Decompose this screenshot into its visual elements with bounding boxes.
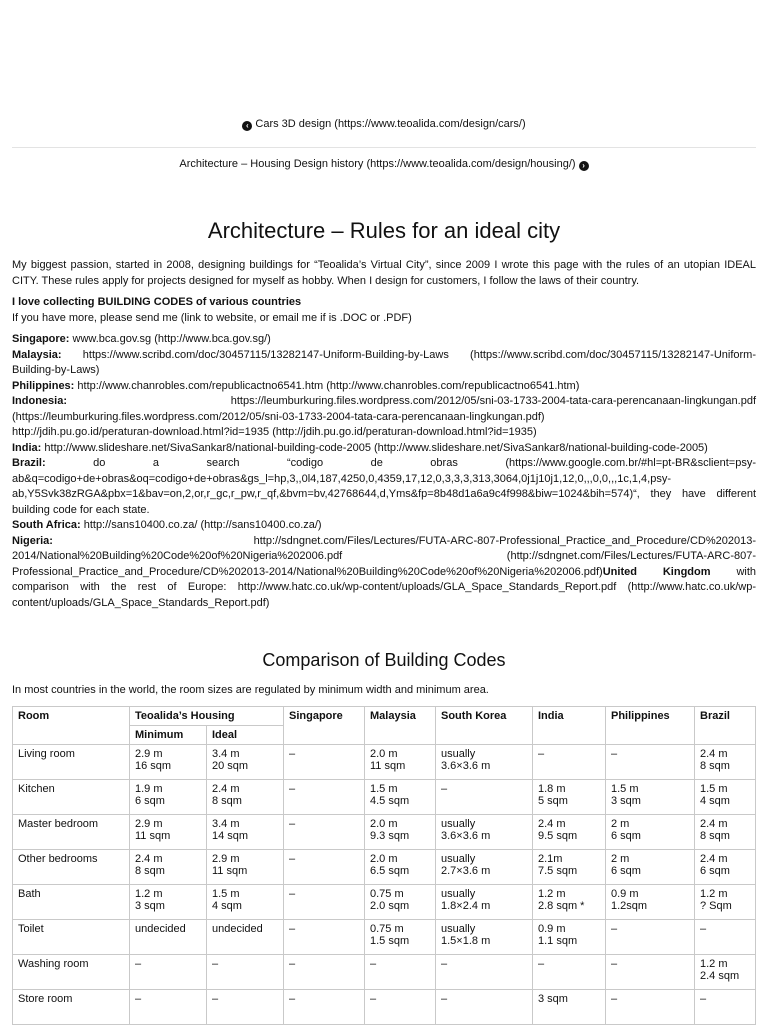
country-indonesia[interactable]: Indonesia: https://leumburkuring.files.wordpress.com/2012/05/sni-03-1733-2004-tata-cara-perencanaan-lingkungan.pdf (https://leumburkuring.files.wordpress.com/2012/05/sni-03-1733-2004-tata-cara-perencanaan-lingkungan.pdf) [12, 395, 756, 423]
cell-line: 6.5 sqm [370, 865, 410, 877]
table-cell [207, 745, 284, 780]
table-cell [606, 990, 695, 1025]
table-cell [695, 745, 756, 780]
cell-line: 2 m [611, 818, 630, 830]
table-body [13, 745, 756, 1025]
table-cell [365, 920, 436, 955]
room-name-cell: Washing room [13, 955, 130, 990]
table-cell [207, 780, 284, 815]
building-codes-table [12, 706, 756, 1025]
cell-line: 3 sqm [611, 795, 641, 807]
cell-line: 3 sqm [135, 900, 165, 912]
cell-line: – [700, 923, 707, 935]
cell-line: 8 sqm [700, 830, 730, 842]
table-cell [606, 920, 695, 955]
room-name-cell: Kitchen [13, 780, 130, 815]
cell-line: 5 sqm [538, 795, 568, 807]
country-philippines[interactable]: Philippines: http://www.chanrobles.com/republicactno6541.htm (http://www.chanrobles.com/republicactno6541.htm) [12, 379, 580, 392]
table-cell [130, 745, 207, 780]
cell-line: – [212, 993, 219, 1005]
table-cell [130, 815, 207, 850]
table-cell [695, 815, 756, 850]
table-cell [436, 955, 533, 990]
cell-line: 1.5×1.8 m [441, 935, 491, 947]
table-cell [207, 990, 284, 1025]
table-cell [533, 955, 606, 990]
codes-heading: I love collecting BUILDING CODES of various countries [12, 296, 302, 308]
table-cell [436, 990, 533, 1025]
table-cell [436, 885, 533, 920]
table-cell [284, 955, 365, 990]
cell-line: 1.8 m [538, 783, 566, 795]
cell-line: 16 sqm [135, 760, 172, 772]
cell-line: 11 sqm [212, 865, 248, 877]
cell-line: 1.5 m [370, 783, 398, 795]
cell-line: 0.75 m [370, 923, 404, 935]
table-cell [436, 815, 533, 850]
cell-line: 2.0 sqm [370, 900, 410, 912]
table-cell [365, 955, 436, 990]
room-name-cell: Toilet [13, 920, 130, 955]
room-name-cell: Bath [13, 885, 130, 920]
cell-line: 9.3 sqm [370, 830, 410, 842]
table-cell [284, 990, 365, 1025]
table-cell [606, 815, 695, 850]
table-row [13, 850, 756, 885]
intro-paragraph: My biggest passion, started in 2008, designing buildings for “Teoalida’s Virtual City”, since 2009 I wrote this page with the rules of an utopian IDEAL CITY. These rules apply for projects designed for myself as hobby. When I design for customers, I follow the laws of their country. [12, 259, 756, 287]
cell-line: 4.5 sqm [370, 795, 410, 807]
table-cell [695, 955, 756, 990]
col-india: India [533, 707, 606, 745]
cell-line: – [611, 993, 618, 1005]
cell-line: 2.0 m [370, 853, 398, 865]
cell-line: 3.4 m [212, 748, 240, 760]
table-row [13, 955, 756, 990]
cell-line: – [370, 993, 377, 1005]
table-cell [695, 990, 756, 1025]
chevron-left-circle-icon: ‹ [242, 121, 252, 131]
table-cell [284, 850, 365, 885]
cell-line: 2.4 m [700, 748, 728, 760]
cell-line: – [289, 818, 296, 830]
cell-line: usually [441, 748, 476, 760]
table-cell [130, 780, 207, 815]
country-indonesia-link2[interactable]: http://jdih.pu.go.id/peraturan-download.html?id=1935 (http://jdih.pu.go.id/peraturan-download.html?id=1935) [12, 426, 537, 438]
room-name-cell: Master bedroom [13, 815, 130, 850]
cell-line: 4 sqm [700, 795, 730, 807]
cell-line: – [289, 993, 296, 1005]
cell-line: 2.4 m [212, 783, 240, 795]
comparison-title: Comparison of Building Codes [262, 650, 506, 670]
country-nigeria-uk[interactable]: Nigeria: http://sdngnet.com/Files/Lectures/FUTA-ARC-807-Professional_Practice_and_Procedure/CD%202013-2014/National%20Building%20Code%20of%20Nigeria%202006.pdf (http://sdngnet.com/Files/Lectures/FUTA-ARC-807-Professional_Practice_and_Procedure/CD%202013-2014/National%20Building%20Code%20of%20Nigeria%202006.pdf)United Kingdom with comparison with the rest of Europe: http://www.hatc.co.uk/wp-content/uploads/GLA_Space_Standards_Report.pdf (http://www.hatc.co.uk/wp-content/uploads/GLA_Space_Standards_Report.pdf) [12, 534, 757, 609]
page-title: Architecture – Rules for an ideal city [207, 218, 561, 243]
col-malaysia: Malaysia [365, 707, 436, 745]
cell-line: – [538, 748, 545, 760]
cell-line: 1.2sqm [611, 900, 648, 912]
table-cell [436, 780, 533, 815]
cell-line: – [289, 923, 296, 935]
table-cell [284, 920, 365, 955]
cell-line: undecided [212, 923, 263, 935]
col-teoalida: Teoalida’s Housing [130, 707, 284, 726]
cell-line: – [135, 958, 142, 970]
col-singapore: Singapore [284, 707, 365, 745]
cell-line: 1.8×2.4 m [441, 900, 491, 912]
table-cell [130, 920, 207, 955]
country-india[interactable]: India: http://www.slideshare.net/SivaSankar8/national-building-code-2005 (http://www.slideshare.net/SivaSankar8/national-building-code-2005) [12, 441, 708, 454]
col-minimum: Minimum [130, 726, 207, 745]
cell-line: undecided [135, 923, 186, 935]
cell-line: – [289, 853, 296, 865]
table-cell [606, 955, 695, 990]
cell-line: ? Sqm [700, 900, 732, 912]
table-cell [695, 885, 756, 920]
cell-line: 1.5 sqm [370, 935, 410, 947]
cell-line: 3.6×3.6 m [441, 760, 491, 772]
cell-line: 1.2 m [700, 958, 728, 970]
cell-line: 2.0 m [370, 818, 398, 830]
table-cell [207, 955, 284, 990]
table-cell [533, 850, 606, 885]
country-brazil[interactable]: Brazil: do a search “codigo de obras (https://www.google.com.br/#hl=pt-BR&sclient=psy-ab&q=codigo+de+obras&oq=codigo+de+obras&gs_l=hp,3,,0l4,187,4250,0,4359,17,12,0,3,3,3,313,3064,0j1j10j1,12,0,,,0,0,,,1c,1,4,psy-ab,Y5Svk38zRGA&pbx=1&bav=on,2,or,r_gc,r_pw,r_qf,&bvm=bv,42768644,d,Yms&fp=8b48d1a6a9c4f998&biw=1024&bih=574)“, they have different building code for each state. [12, 457, 756, 516]
table-cell [365, 815, 436, 850]
col-brazil: Brazil [695, 707, 756, 745]
cell-line: usually [441, 853, 476, 865]
table-row [13, 885, 756, 920]
table-row [13, 745, 756, 780]
cell-line: 7.5 sqm [538, 865, 578, 877]
table-cell [207, 885, 284, 920]
cell-line: 6 sqm [611, 830, 641, 842]
cell-line: 2.0 m [370, 748, 398, 760]
room-name-cell: Other bedrooms [13, 850, 130, 885]
cell-line: 2.4 sqm [700, 970, 740, 982]
table-cell [365, 780, 436, 815]
table-cell [207, 850, 284, 885]
table-cell [533, 745, 606, 780]
table-cell [130, 885, 207, 920]
cell-line: – [289, 958, 296, 970]
table-cell [284, 780, 365, 815]
cell-line: 1.9 m [135, 783, 163, 795]
table-cell [436, 745, 533, 780]
cell-line: 1.2 m [700, 888, 728, 900]
col-ideal: Ideal [207, 726, 284, 745]
cell-line: – [441, 958, 448, 970]
cell-line: 3.4 m [212, 818, 240, 830]
table-cell [695, 780, 756, 815]
cell-line: – [611, 748, 618, 760]
cell-line: 1.2 m [538, 888, 566, 900]
cell-line: – [370, 958, 377, 970]
cell-line: 11 sqm [370, 760, 406, 772]
col-room: Room [13, 707, 130, 745]
table-row [13, 815, 756, 850]
table-cell [207, 815, 284, 850]
table-cell [695, 850, 756, 885]
cell-line: 1.2 m [135, 888, 163, 900]
table-cell [606, 885, 695, 920]
cell-line: 2.9 m [135, 818, 163, 830]
table-cell [533, 990, 606, 1025]
col-south-korea: South Korea [436, 707, 533, 745]
cell-line: usually [441, 888, 476, 900]
prev-post-label[interactable]: Cars 3D design (https://www.teoalida.com/design/cars/) [255, 118, 526, 130]
cell-line: 1.1 sqm [538, 935, 578, 947]
cell-line: – [700, 993, 707, 1005]
cell-line: – [289, 783, 296, 795]
table-cell [284, 885, 365, 920]
cell-line: 2.7×3.6 m [441, 865, 491, 877]
cell-line: 2.1m [538, 853, 563, 865]
cell-line: 4 sqm [212, 900, 242, 912]
cell-line: 2.4 m [700, 853, 728, 865]
cell-line: 1.5 m [700, 783, 728, 795]
cell-line: 9.5 sqm [538, 830, 578, 842]
cell-line: – [212, 958, 219, 970]
cell-line: 2.8 sqm * [538, 900, 585, 912]
country-malaysia[interactable]: Malaysia: https://www.scribd.com/doc/30457115/13282147-Uniform-Building-by-Laws (https://www.scribd.com/doc/30457115/13282147-Uniform-Building-by-Laws) [12, 348, 756, 376]
table-cell [207, 920, 284, 955]
cell-line: 3 sqm [538, 993, 568, 1005]
country-singapore[interactable]: Singapore: www.bca.gov.sg (http://www.bca.gov.sg/) [12, 333, 271, 345]
room-name-cell: Store room [13, 990, 130, 1025]
table-cell [533, 815, 606, 850]
cell-line: – [135, 993, 142, 1005]
table-cell [130, 955, 207, 990]
table-cell [533, 920, 606, 955]
article-body [12, 258, 756, 611]
table-cell [284, 815, 365, 850]
cell-line: – [289, 748, 296, 760]
prev-post-link[interactable] [0, 118, 768, 131]
cell-line: 0.75 m [370, 888, 404, 900]
table-cell [130, 850, 207, 885]
cell-line: 2.4 m [700, 818, 728, 830]
cell-line: 2.4 m [538, 818, 566, 830]
cell-line: – [289, 888, 296, 900]
chevron-right-circle-icon: › [579, 161, 589, 171]
cell-line: 0.9 m [611, 888, 639, 900]
cell-line: 6 sqm [700, 865, 730, 877]
table-cell [365, 745, 436, 780]
table-cell [130, 990, 207, 1025]
cell-line: usually [441, 923, 476, 935]
col-philippines: Philippines [606, 707, 695, 745]
table-cell [606, 780, 695, 815]
cell-line: – [611, 923, 618, 935]
divider [12, 147, 756, 148]
cell-line: – [441, 993, 448, 1005]
table-cell [365, 885, 436, 920]
cell-line: 3.6×3.6 m [441, 830, 491, 842]
cell-line: 2.4 m [135, 853, 163, 865]
cell-line: 2.9 m [135, 748, 163, 760]
table-cell [606, 745, 695, 780]
comparison-intro: In most countries in the world, the room sizes are regulated by minimum width and minimum area. [12, 684, 489, 696]
table-row [13, 990, 756, 1025]
codes-subtext: If you have more, please send me (link to website, or email me if is .DOC or .PDF) [12, 311, 412, 324]
table-cell [533, 780, 606, 815]
cell-line: – [441, 783, 448, 795]
table-cell [533, 885, 606, 920]
cell-line: 8 sqm [135, 865, 165, 877]
cell-line: 1.5 m [212, 888, 240, 900]
cell-line: 14 sqm [212, 830, 249, 842]
table-row [13, 920, 756, 955]
cell-line: 0.9 m [538, 923, 566, 935]
cell-line: usually [441, 818, 476, 830]
cell-line: 2.9 m [212, 853, 240, 865]
table-cell [695, 920, 756, 955]
cell-line: – [538, 958, 545, 970]
cell-line: 8 sqm [212, 795, 242, 807]
table-cell [284, 745, 365, 780]
country-south-africa[interactable]: South Africa: http://sans10400.co.za/ (http://sans10400.co.za/) [12, 519, 322, 531]
table-cell [436, 850, 533, 885]
room-name-cell: Living room [13, 745, 130, 780]
table-cell [436, 920, 533, 955]
cell-line: – [611, 958, 618, 970]
table-row [13, 780, 756, 815]
next-post-label[interactable]: Architecture – Housing Design history (https://www.teoalida.com/design/housing/) [179, 158, 576, 170]
table-cell [606, 850, 695, 885]
cell-line: 2 m [611, 853, 630, 865]
cell-line: 6 sqm [135, 795, 165, 807]
next-post-link[interactable] [0, 158, 768, 171]
table-cell [365, 990, 436, 1025]
cell-line: 1.5 m [611, 783, 639, 795]
cell-line: 6 sqm [611, 865, 641, 877]
cell-line: 8 sqm [700, 760, 730, 772]
cell-line: 20 sqm [212, 760, 249, 772]
table-cell [365, 850, 436, 885]
cell-line: 11 sqm [135, 830, 171, 842]
